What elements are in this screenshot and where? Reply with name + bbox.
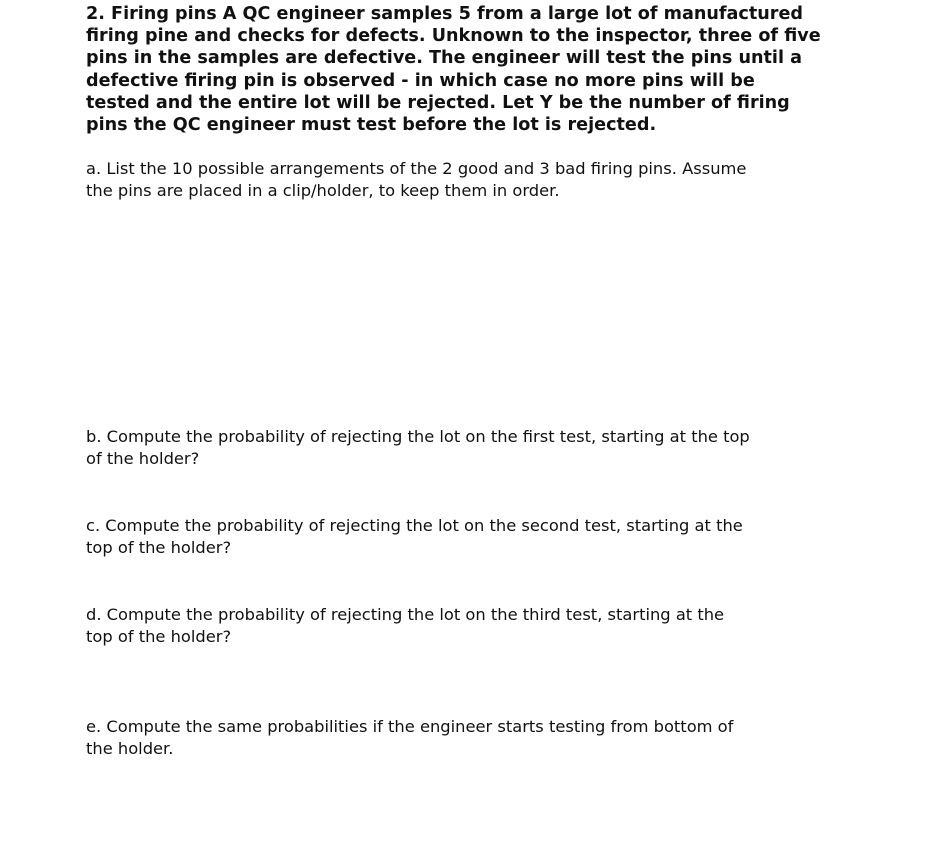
question-c: c. Compute the probability of rejecting the lot on the second test, starting at the top of the holder? [86,516,743,558]
question-d: d. Compute the probability of rejecting the lot on the third test, starting at the top of the holder? [86,605,725,647]
worksheet-page [86,3,866,759]
question-a: a. List the 10 possible arrangements of the 2 good and 3 bad firing pins. Assume the pins are placed in a clip/holder, to keep them in order. [86,159,747,201]
question-b: b. Compute the probability of rejecting the lot on the first test, starting at the top of the holder? [86,427,750,469]
problem-statement: 2. Firing pins A QC engineer samples 5 from a large lot of manufactured firing pine and checks for defects. Unknown to the inspector, three of five pins in the samples are defective. The engineer will test the pins until a defective firing pin is observed - in which case no more pins will be tested and the entire lot will be rejected. Let Y be the number of firing pins the QC engineer must test before the lot is rejected. [86,4,821,136]
question-e: e. Compute the same probabilities if the engineer starts testing from bottom of the holder. [86,717,734,759]
